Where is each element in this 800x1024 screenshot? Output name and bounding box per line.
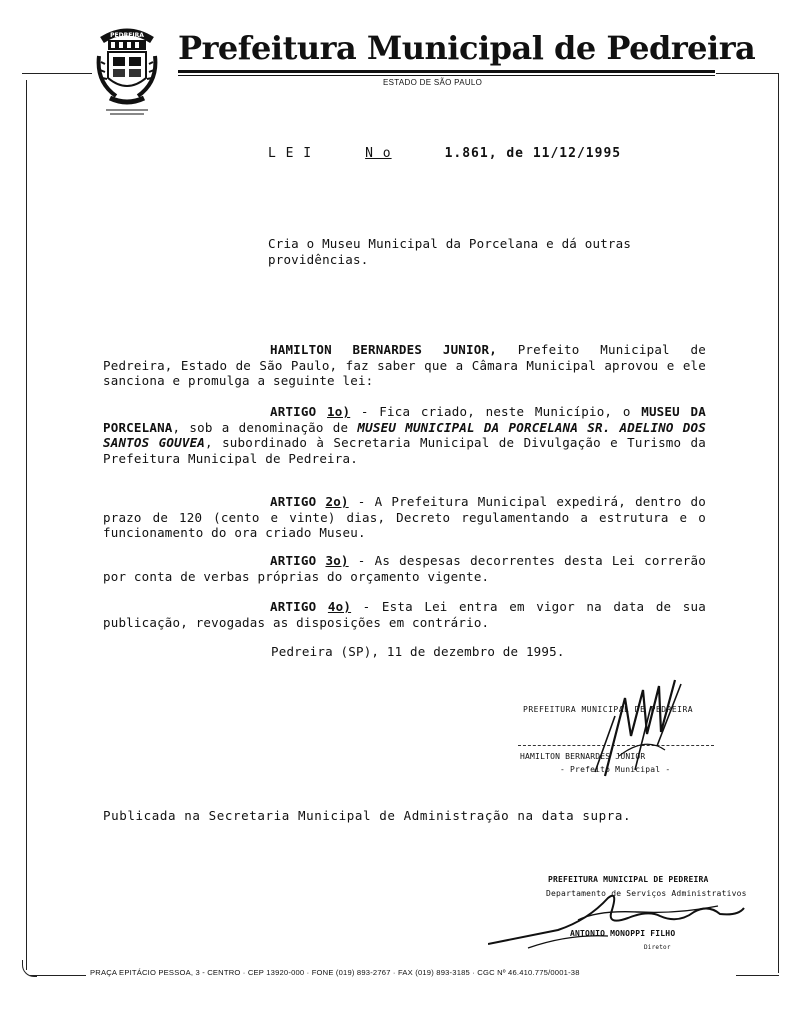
article-text: , subordinado à Secretaria Municipal de Divulgação e Turismo da Prefeitura Municipal de Pedreira. (103, 435, 707, 466)
municipal-crest-icon (96, 22, 158, 118)
publication-note: Publicada na Secretaria Municipal de Administração na data supra. (103, 808, 632, 823)
signatory-role: - Prefeito Municipal - (560, 765, 671, 774)
footer-rule (736, 975, 779, 976)
signature-stamp: PREFEITURA MUNICIPAL DE PEDREIRA (548, 875, 709, 884)
crest-banner-text: PEDREIRA (110, 32, 144, 39)
article-number: 4o) (327, 599, 352, 614)
footer-address: PRAÇA EPITÁCIO PESSOA, 3 - CENTRO · CEP 13920-000 · FONE (019) 893-2767 · FAX (019) 893-3185 · CGC Nº 46.410.775/0001-38 (90, 968, 580, 977)
signatory-name: ANTONIO MONOPPI FILHO (570, 929, 676, 938)
frame-line (26, 80, 27, 970)
article-label: ARTIGO (270, 494, 317, 509)
article-1 (103, 404, 706, 466)
article-number: 3o) (325, 553, 349, 568)
article-label: ARTIGO (270, 599, 317, 614)
signatory-role: Diretor (644, 944, 671, 951)
article-label: ARTIGO (270, 404, 317, 419)
article-2 (103, 494, 706, 541)
article-number: 1o) (327, 404, 351, 419)
article-text: - As despesas decorrentes desta Lei correrão por conta de verbas próprias do orçamento vigente. (103, 553, 706, 584)
article-number: 2o) (325, 494, 349, 509)
preamble-text: Prefeito Municipal de Pedreira, Estado de São Paulo, faz saber que a Câmara Municipal aprovou e ele sanciona e promulga a seguinte lei: (103, 342, 706, 388)
article-text: - Esta Lei entra em vigor na data de sua publicação, revogadas as disposições em contrário. (103, 599, 706, 630)
frame-line (22, 73, 92, 74)
preamble (103, 342, 706, 389)
place-date: Pedreira (SP), 11 de dezembro de 1995. (271, 644, 565, 659)
law-label: L E I (268, 146, 313, 161)
article-text: , sob a denominação de (172, 419, 358, 435)
title-rule (178, 70, 715, 73)
article-3 (103, 553, 706, 584)
museum-name: MUSEU DA PORCELANA (103, 404, 706, 435)
signature-stamp: PREFEITURA MUNICIPAL DE PEDREIRA (523, 705, 694, 714)
letterhead-state: ESTADO DE SÃO PAULO (383, 78, 483, 87)
article-text: - A Prefeitura Municipal expedirá, dentro do prazo de 120 (cento e vinte) dias, Decreto regulamentando a estrutura e o funcionamento do ora criado Museu. (103, 494, 706, 540)
frame-line (716, 73, 778, 74)
article-4 (103, 599, 706, 630)
footer-rule (30, 975, 86, 976)
handwritten-signature-icon (585, 676, 695, 786)
signatory-name: HAMILTON BERNARDES JUNIOR (520, 752, 646, 761)
law-number-date: 1.861, de 11/12/1995 (444, 146, 622, 161)
handwritten-signature-icon (488, 890, 752, 954)
law-heading (268, 146, 621, 161)
law-summary: Cria o Museu Municipal da Porcelana e dá outras providências. (268, 236, 632, 267)
frame-line (778, 73, 779, 973)
article-text: - Fica criado, neste Município, o (350, 404, 642, 419)
mayor-name: HAMILTON BERNARDES JUNIOR, (270, 342, 497, 357)
law-number-label: N o (365, 146, 392, 161)
signature-department: Departamento de Serviços Administrativos (546, 889, 747, 898)
letterhead-title: Prefeitura Municipal de Pedreira (178, 29, 756, 67)
title-rule-thin (178, 75, 715, 76)
museum-official-name: MUSEU MUNICIPAL DA PORCELANA SR. ADELINO DOS SANTOS GOUVEA (103, 419, 706, 450)
article-label: ARTIGO (270, 553, 317, 568)
